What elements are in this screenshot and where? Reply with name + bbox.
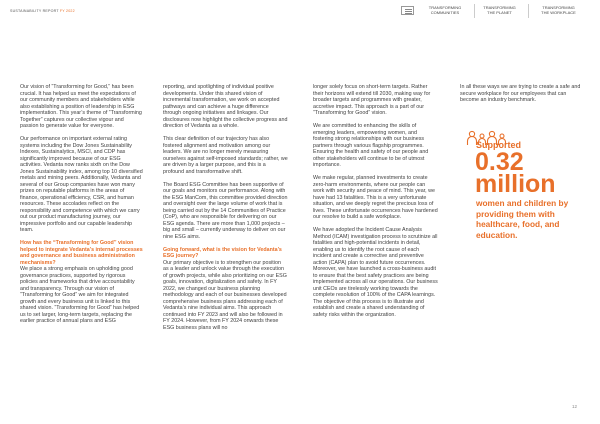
column-4 (460, 84, 585, 110)
menu-icon[interactable] (401, 6, 414, 15)
tab-transforming-the-planet[interactable] (474, 4, 524, 18)
stat-description: women and children by providing them with healthcare, food, and education. (476, 198, 569, 240)
paragraph: longer solely focus on short-term targets. Rather their horizons will extend till 2030, making way for broader targets and programmes with greater, accretive impact. This approach is a part of our “Transforming for Good” vision. (313, 84, 431, 116)
tab-label-line2: THE WORKPLACE (541, 9, 576, 15)
tab-label-line2: COMMUNITIES (430, 9, 460, 15)
paragraph: Our vision of “Transforming for Good,” has been crucial. It has helped us meet the expectations of our community members and stakeholders while also establishing a position of leadership in ESG implementation. This year’s theme of “Transforming Together” captures our collective vigour and passion to generate value for everyone. (20, 84, 142, 129)
column-1 (20, 84, 143, 331)
section-heading: Going forward, what is the vision for Vedanta’s ESG journey? (163, 246, 282, 259)
paragraph: We make regular, planned investments to create zero-harm environments, where our people can work with security and peace of mind. This year, we have had 13 fatalities. This is a very unfortunate situation, and we deeply regret the precious loss of lives. These unfortunate occurrences have hardened our resolve to build a safe workplace. (313, 175, 438, 220)
tab-transforming-communities[interactable] (420, 4, 470, 18)
stat-label: Supported (476, 140, 521, 150)
stat-unit: million (475, 170, 556, 198)
page-header (0, 0, 600, 22)
column-3 (313, 84, 438, 325)
tab-label-line1: TRANSFORMING (542, 5, 575, 10)
paragraph: We place a strong emphasis on upholding good governance practices, supported by rigorous policies and frameworks that drive accountability and transparency. Through our vision of “Transforming for Good” we aim for integrated growth and every business unit is linked to this shared vision. “Transforming for Good” has helped us to set larger, long-term targets, replacing the earlier practice of annual plans and ESG (20, 266, 140, 324)
section-heading: How has the “Transforming for Good” vision helped to integrate Vedanta’s internal processes and governance and business administration mechanisms? (20, 240, 143, 266)
tab-label-line2: THE PLANET (487, 9, 512, 15)
paragraph: Our primary objective is to strengthen our position as a leader and unlock value through the execution of growth projects, while also prioritizing on our ESG goals, innovation, digitalization and safety. In FY 2022, we changed our business planning methodology and each of our businesses developed comprehensive business plans addressing each of Vedanta’s nine individual aims. This approach continued into FY 2023 and will also be followed in FY 2024. However, from FY 2024 onwards these ESG business plans will no (163, 259, 287, 331)
report-year: FY 2022 (59, 9, 75, 13)
tab-label-line1: TRANSFORMING (483, 5, 516, 10)
page-number: 12 (572, 404, 578, 409)
paragraph: The Board ESG Committee has been supportive of our goals and monitors our performance. Along with the ESG ManCom, this committee provided direction and oversight over the large volume of work that is being carried out by the 14 Communities of Practice (CoP), who are responsible for delivering on our ESG agenda. There are more than 1,000 projects – big and small – currently underway to deliver on our nine ESG aims. (163, 181, 288, 240)
paragraph: reporting, and spotlighting of individual positive developments. Under this shared vision of incremental transformation, we work on accepted pathways and can achieve a huge difference through ongoing initiatives and linkages. Our disclosures now highlight the collective progress and direction of Vedanta as a whole. (163, 84, 288, 129)
column-2 (163, 84, 288, 338)
tab-label-line1: TRANSFORMING (428, 5, 462, 10)
paragraph: We are committed to enhancing the skills of emerging leaders, empowering women, and fostering strong relationships with our business partners through various flagship programmes. Ensuring the health and safety of our people and other stakeholders will continue to be of utmost importance. (313, 123, 429, 168)
report-title (10, 9, 75, 13)
paragraph: In all these ways we are trying to create a safe and secure workplace for our employees that can become an industry benchmark. (460, 84, 581, 103)
stat-value: 0.32 (475, 148, 524, 176)
paragraph: We have adopted the Incident Cause Analysis Method (ICAM) investigation process to scrutinize all fatalities and high-potential incidents in detail, enabling us to identify the root cause of each incident and create a corrective and preventive action (CAPA) plan to avoid future occurrences. Moreover, we have launched a cross-business audit to ensure that the best safety practices are being implemented across all our operations. Our business unit CEOs are tirelessly working towards the complete resolution of 100% of the CAPA learnings. The objective of this process is to illustrate and establish and create a shared understanding of safety risks within the organization. (313, 227, 438, 318)
paragraph: This clear definition of our trajectory has also fostered alignment and motivation among our leaders. We are no longer merely measuring ourselves against self-imposed standards; rather, we are driven by a larger purpose, and this is a profound and transformative shift. (163, 136, 288, 175)
paragraph: Our performance on important external rating systems including the Dow Jones Sustainability Indexes, Sustainalytics, MSCI, and CDP has significantly improved because of our ESG activities. Vedanta now ranks sixth on the Dow Jones Sustainability index, among top 10 diversified metals and mining peers. Additionally, Vedanta and several of our Group companies have won many prizes on reputable platforms in the areas of finance, operational efficiency, CSR, and human resources. These accolades reflect on the responsibility and competence with which we carry out our product manufacturing journey, our impressive portfolio and our capable leadership team. (20, 136, 143, 233)
tab-transforming-the-workplace[interactable] (528, 4, 588, 18)
report-label: SUSTAINABILITY REPORT (10, 9, 59, 13)
